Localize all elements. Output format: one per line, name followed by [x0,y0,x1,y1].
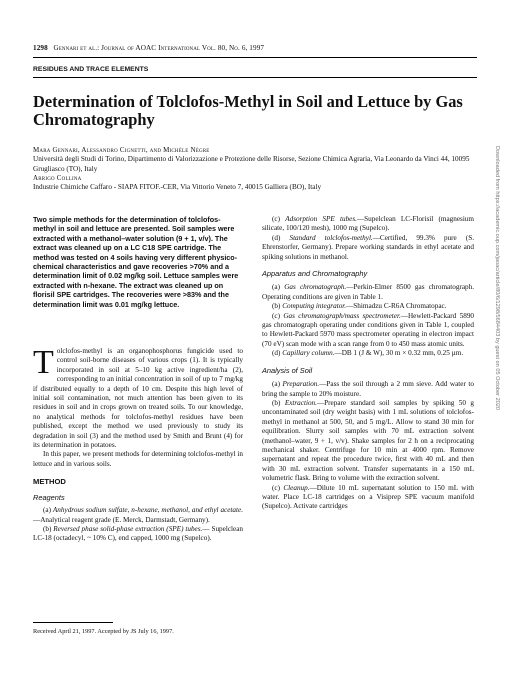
article-title: Determination of Tolclofos-Methyl in Soil and Lettuce by Gas Chromatography [33,92,463,129]
reagent-d-name: Standard tolclofos-methyl. [289,233,373,242]
footnote: Received April 21, 1997. Accepted by JS July 16, 1997. [33,628,174,635]
reagent-b-label: (b) [43,524,52,533]
reagent-d-label: (d) [272,233,281,242]
soil-c-name: Cleanup. [283,483,310,492]
apparatus-d [262,349,474,358]
reagent-a-text: —Analytical reagent grade (E. Merck, Darmstadt, Germany). [33,515,210,524]
running-head [33,44,264,52]
reagent-a-name: Anhydrous sodium sulfate, n-hexane, methanol, and ethyl acetate. [52,506,244,515]
intro-paragraph-1 [33,344,243,450]
soil-b-text: —Prepare standard soil samples by spiking 50 g uncontaminated soil (dry weight basis) with 1 mL solutions of tolclofos-methyl in methanol at 500, 50, and 5 mg/L. Allow to stand 30 min for equilibration. Slurry soil samples with 70 mL extraction solvent (methanol–water, 9 + 1, v/v). Shake samples for 2 h on a reciprocating mechanical shaker. Centrifuge for 10 min at 4000 rpm. Remove supernatant and repeat the procedure twice, first with 40 mL and then with 30 mL extraction solvent. Transfer supernatants in a 150 mL volumetric flask. Bring to volume with the extraction solvent. [262,398,474,483]
soil-b [262,399,474,484]
apparatus-d-text: —DB 1 (J & W), 30 m × 0.32 mm, 0.25 µm. [334,349,464,358]
soil-heading: Analysis of Soil [262,365,313,375]
apparatus-a [262,283,474,302]
reagent-b-name: Reversed phase solid-phase extraction (SPE) tubes. [53,524,203,533]
reagent-d [262,234,474,262]
apparatus-d-name: Capillary column. [282,349,335,358]
apparatus-a-text: —Perkin-Elmer 8500 gas chromatograph. Operating conditions are given in Table 1. [262,283,475,301]
apparatus-c [262,312,474,350]
soil-a-text: —Pass the soil through a 2 mm sieve. Add water to bring the sample to 20% moisture. [262,380,474,398]
intro-paragraph-2: In this paper, we present methods for determining tolclofos-methyl in lettuce and in various soils. [33,450,243,468]
reagent-c-text: —Supelclean LC-Florisil (magnesium silicate, 100/120 mesh), 1000 mg (Supelco). [262,215,474,233]
apparatus-b [262,302,474,311]
apparatus-a-label: (a) [272,283,280,292]
soil-a [262,380,474,399]
author-block [33,146,477,192]
soil-b-name: Extraction. [284,398,317,407]
soil-b-label: (b) [272,398,281,407]
apparatus-a-name: Gas chromatograph. [284,283,347,292]
download-notice: Downloaded from https://academic.oup.com/jaoac/article/80/6/1298/5684403 by guest on 05 October 2020 [494,146,500,411]
authors-line-1: Mara Gennari, Alessandro Cignetti, and Michèle Nègre [33,146,210,154]
reagent-d-text: —Certified, 99.3% pure (S. Ehrenstorfer, Germany). Prepare working standards in ethyl acetate and spiking solutions in methanol. [262,233,474,261]
page-number: 1298 [33,44,48,52]
journal-citation: Gennari et al.: Journal of AOAC International Vol. 80, No. 6, 1997 [53,44,265,52]
reagent-a [33,506,243,525]
footnote-rule [33,622,113,623]
apparatus-c-name: Gas chromatograph/mass spectrometer. [283,311,401,320]
apparatus-b-text: —Shimadzu C-R6A Chromatopac. [346,302,447,311]
apparatus-c-label: (c) [272,311,280,320]
soil-a-label: (a) [272,380,280,389]
section-rule [33,77,477,78]
reagents-heading: Reagents [33,492,65,502]
apparatus-heading: Apparatus and Chromatography [262,269,368,279]
section-tag: RESIDUES AND TRACE ELEMENTS [33,66,149,73]
reagent-c [262,215,474,234]
apparatus-d-label: (d) [272,349,281,358]
apparatus-b-name: Computing integrator. [282,302,347,311]
reagent-b-text: — Supelclean LC-18 (octadecyl, ~ 10% C), end capped, 1000 mg (Supelco). [33,524,243,543]
reagent-b [33,525,243,544]
left-column [33,344,244,544]
soil-c-label: (c) [272,483,280,492]
soil-c-text: —Dilute 10 mL supernatant solution to 150 mL with water. Place LC-18 cartridges on a Visiprep SPE vacuum manifold (Supelco). Activate cartridges [262,483,474,511]
authors-line-2: Arrigo Collina [33,173,82,182]
affiliation-1: Università degli Studi di Torino, Dipartimento di Valorizzazione e Protezione delle Risorse, Sezione Chimica Agraria, Via Leonardo da Vinci 44, 10095 Grugliasco (TO), Italy [33,155,470,173]
reagent-c-label: (c) [272,215,280,223]
soil-c [262,484,474,512]
method-heading: METHOD [33,477,66,487]
apparatus-c-text: —Hewlett-Packard 5890 gas chromatograph operating under conditions given in Table 1, coupled to Hewlett-Packard 5970 mass spectrometer operating in electron impact (70 eV) scan mode with a scan range from 0 to 450 mass atomic units. [262,311,475,348]
affiliation-2: Industrie Chimiche Caffaro - SIAPA FITOF.-CER, Via Vittorio Veneto 7, 40015 Galliera (BO), Italy [33,183,322,192]
abstract: Two simple methods for the determination of tolclofos-methyl in soil and lettuce are presented. Soil samples were extracted with a methanol–water solution (9 + 1, v/v). The extract was cleaned up on a LC C18 SPE cartridge. The method was tested on 4 soils having very different physico-chemical characteristics and gave recoveries >70% and a determination limit of 0.02 mg/kg soil. Lettuce samples were extracted with n-hexane. The extract was cleaned up on florisil SPE cartridges. The recoveries were >83% and the determination limit was 0.01 mg/kg lettuce. [33,215,239,309]
download-sidebar [490,146,502,526]
reagent-a-label: (a) [43,506,51,515]
apparatus-b-label: (b) [272,302,281,311]
intro-text-1: olclofos-methyl is an organophosphorus fungicide used to control soil-borne diseases of various crops (1). It is typically incorporated in soil at 5–10 kg active ingredient/ha (2), corresponding to an initial concentration in soil of up to 7 mg/kg if distributed equally to a depth of 10 cm. Despite this high level of initial soil contamination, not much attention has been given to its residues in soil and in crops grown on treated soils. To our knowledge, no analytical methods for tolclofos-methyl residues have been published, except the method we used previously to study its degradation in soil (3) and the method used by Smith and Brunt (4) for its determination in potatoes. [33,347,243,450]
reagent-c-name: Adsorption SPE tubes. [285,215,357,223]
soil-a-name: Preparation. [282,380,320,389]
right-column [262,215,474,512]
drop-cap: T [33,344,54,381]
header-rule [33,57,477,58]
